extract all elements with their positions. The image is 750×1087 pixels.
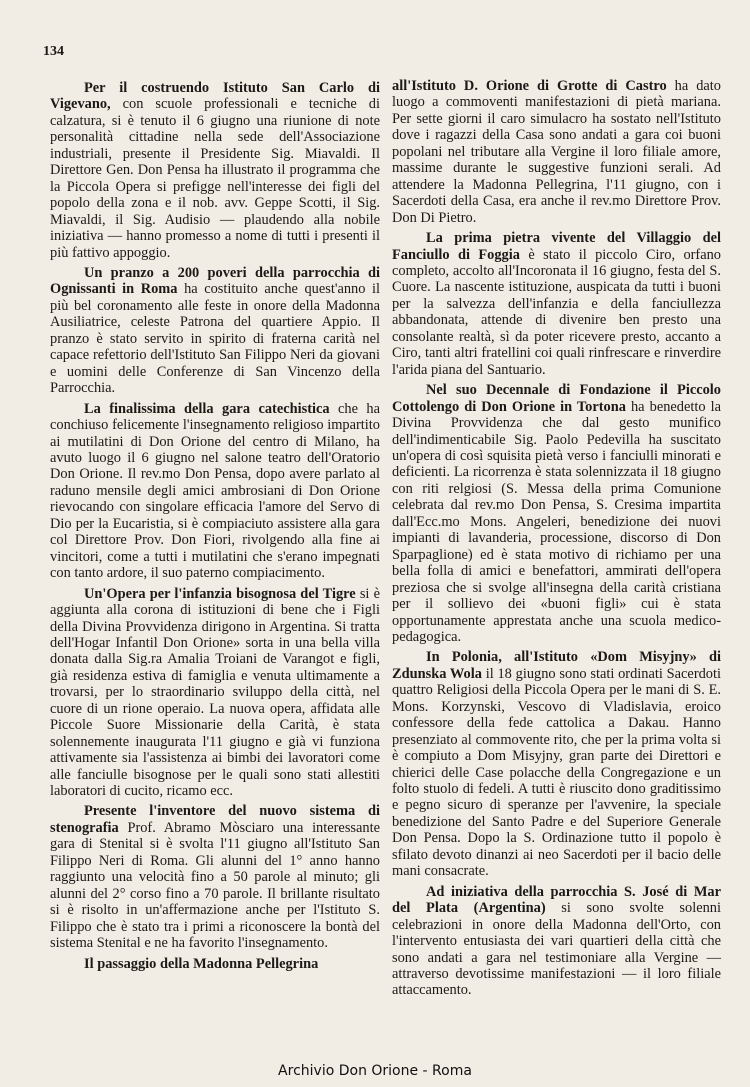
article-heading: all'Istituto D. Orione di Grotte di Castro <box>392 78 667 94</box>
article-text: ha benedetto la Divina Provvidenza che dal gesto munifico dell'indimenticabile Sig. Paolo Pedevilla ha suscitato un'opera di così squisita pietà verso i fanciulli minorati e deficienti. La ricorrenza è stata solennizzata il 18 giugno con riti relgiosi (S. Messa della prima Comunione celebrata dal rev.mo Don Pensa, S. Cresima impartita dall'Ecc.mo Mons. Angeleri, benedizione dei nuovi impianti di lavanderia, processione, discorso di Don Sparpaglione) ed è stata motivo di richiamo per una bella folla di amici e benefattori, ammirati dell'opera preziosa che si svolge all'insegna della carità cristiana per il sollievo dei «buoni figli» cui è stata opportunamente apprestata anche una scuola medico-pedagogica. <box>392 398 721 645</box>
article-text: con scuole professionali e tecniche di calzatura, si è tenuto il 6 giugno una riunione di note personalità cittadine nella sede dell'Associazione industriali, presente il Presidente Sig. Miavaldi. Il Direttore Gen. Don Pensa ha illustrato il programma che la Piccola Opera si prefigge nell'interesse dei figli del popolo della zona e il nob. avv. Geppe Scotti, il Sig. Miavaldi, il Sig. Audisio — plaudendo alla nobile iniziativa — hanno promesso a nome di tutti i presenti il più fattivo appoggio. <box>50 96 380 261</box>
article-text: che ha conchiuso felicemente l'insegnamento religioso impartito ai mutilatini di Don Orione del centro di Milano, ha avuto luogo il 6 giugno nel salone teatro dell'Oratorio Don Orione. Il rev.mo Don Pensa, dopo avere parlato al raduno mensile degli amici ambrosiani di Don Orione rievocando con singolare efficacia l'amore del Servo di Dio per la Eucaristia, si è compiaciuto assistere alla gara col Direttore Prov. Don Fiori, rivolgendo alla fine ai vincitori, come a tutti i mutilatini che s'erano impegnati con tanto ardore, il suo paterno compiacimento. <box>50 400 380 582</box>
article-text: ha costituito anche quest'anno il più bel coronamento alle feste in onore della Madonna Ausiliatrice, celeste Patrona del quartiere Appio. Il pranzo è stato servito in spirito di fraterna carità nel capace refettorio dell'Istituto San Filippo Neri da giovani e uomini delle Conferenze di San Vincenzo della Parrocchia. <box>50 281 380 397</box>
article-heading: La prima pietra vivente del Villaggio del Fanciullo di Foggia <box>392 230 721 263</box>
article-heading: Il passaggio della Madonna Pellegrina <box>84 955 319 972</box>
right-column <box>392 78 721 1003</box>
article-heading: Presente l'inventore del nuovo sistema di stenografia <box>50 803 380 836</box>
article-paragraph <box>50 401 380 582</box>
article-heading: In Polonia, all'Istituto «Dom Misyjny» di Zdunska Wola <box>392 649 721 682</box>
article-paragraph <box>392 382 721 645</box>
article-text: si sono svolte solenni celebrazioni in onore della Madonna dell'Orto, con l'intervento entusiasta dei vari quartieri della città che sono andati a gara nel testimoniare alla Vergine — attraverso devotissime manifestazioni — il loro filiale attaccamento. <box>392 900 721 999</box>
article-paragraph <box>50 803 380 951</box>
article-paragraph <box>392 78 721 226</box>
article-heading: Un'Opera per l'infanzia bisognosa del Tigre <box>84 585 356 602</box>
article-paragraph <box>392 884 721 999</box>
article-paragraph <box>50 956 380 972</box>
article-text: si è aggiunta alla corona di istituzioni di bene che i Figli della Divina Provvidenza dirigono in Argentina. Si tratta dell'Hogar Infantil Don Orione» sorta in una bella villa donata dalla Sig.ra Amalia Troiani de Varangot e figli, già residenza estiva di famiglia e venuta ultimamente a trovarsi, per lo straordinario sviluppo della città, nel cuore di un rione operaio. La nuova opera, affidata alle Piccole Suore Missionarie della Carità, è stata solennemente inaugurata l'11 giugno e già vi funziona attivamente sia l'assistenza ai bimbi dei lavoratori come alle fanciulle bisognose per le quali sono stati allestiti laboratori di cucito, ricamo ecc. <box>50 585 380 800</box>
article-text: è stato il piccolo Ciro, orfano completo, accolto all'Incoronata il 16 giugno, festa del S. Cuore. La nascente istituzione, auspicata da tutti i buoni per la salvezza dell'infanzia e della fanciullezza abbandonata, attende di divenire ben presto una consolante realtà, sì da poter ricevere presto, accanto a Ciro, tanti altri fratellini coi quali rinfrescare e rinverdire l'arida piana del Santuario. <box>392 246 722 378</box>
article-paragraph <box>392 230 721 378</box>
article-text: Prof. Abramo Mòsciaro una interessante gara di Stenital si è svolta l'11 giugno all'Istituto San Filippo Neri di Roma. Gli alunni del 1° anno hanno raggiunto una velocità fino a 50 parole al minuto; gli alunni del 2° corso fino a 70 parole. Il brillante risultato si è risolto in un'affermazione anche per l'Istituto S. Filippo che è stato tra i primi a riconoscere la bontà del sistema Stenital e ne ha favorito l'insegnamento. <box>50 819 380 952</box>
article-text: il 18 giugno sono stati ordinati Sacerdoti quattro Religiosi della Piccola Opera per le mani di S. E. Mons. Korzynski, Vescovo di Vladislavia, eroico confessore della fede cattolica a Dakau. Hanno presenziato al commovente rito, che per la prima volta si è compiuto a Dom Misyjny, gran parte dei Direttori e chierici delle Case polacche della Congregazione e un folto stuolo di fedeli. A tutti è riuscito dono graditissimo e pegno sicuro di speranze per l'avvenire, la speciale benedizione del Santo Padre e del Superiore Generale Don Pensa. Dopo la S. Ordinazione tutto il popolo è sfilato devoto dinanzi ai neo Sacerdoti per il bacio delle mani consacrate. <box>392 665 721 880</box>
article-paragraph <box>50 586 380 800</box>
article-heading: La finalissima della gara catechistica <box>84 400 330 417</box>
article-heading: Nel suo Decennale di Fondazione il Piccolo Cottolengo di Don Orione in Tortona <box>392 382 721 415</box>
page-number: 134 <box>43 44 64 59</box>
article-text: ha dato luogo a commoventi manifestazioni di pietà mariana. Per sette giorni il caro simulacro ha sostato nell'Istituto dove i ragazzi della Casa sono andati a gara coi buoni popolani nel tributare alla Vergine il loro filiale amore, massime durante le suggestive funzioni serali. Ad attendere la Madonna Pellegrina, l'11 giugno, con i Sacerdoti della Casa, era anche il rev.mo Direttore Prov. Don Di Pietro. <box>392 78 721 226</box>
article-heading: Un pranzo a 200 poveri della parrocchia di Ognissanti in Roma <box>50 264 380 298</box>
article-paragraph <box>50 80 380 261</box>
article-heading: Per il costruendo Istituto San Carlo di Vigevano, <box>50 80 380 113</box>
archive-footer: Archivio Don Orione - Roma <box>278 1063 472 1079</box>
left-column <box>50 80 380 976</box>
article-paragraph <box>392 649 721 879</box>
article-heading: Ad iniziativa della parrocchia S. José di Mar del Plata (Argentina) <box>392 883 721 917</box>
article-paragraph <box>50 265 380 397</box>
